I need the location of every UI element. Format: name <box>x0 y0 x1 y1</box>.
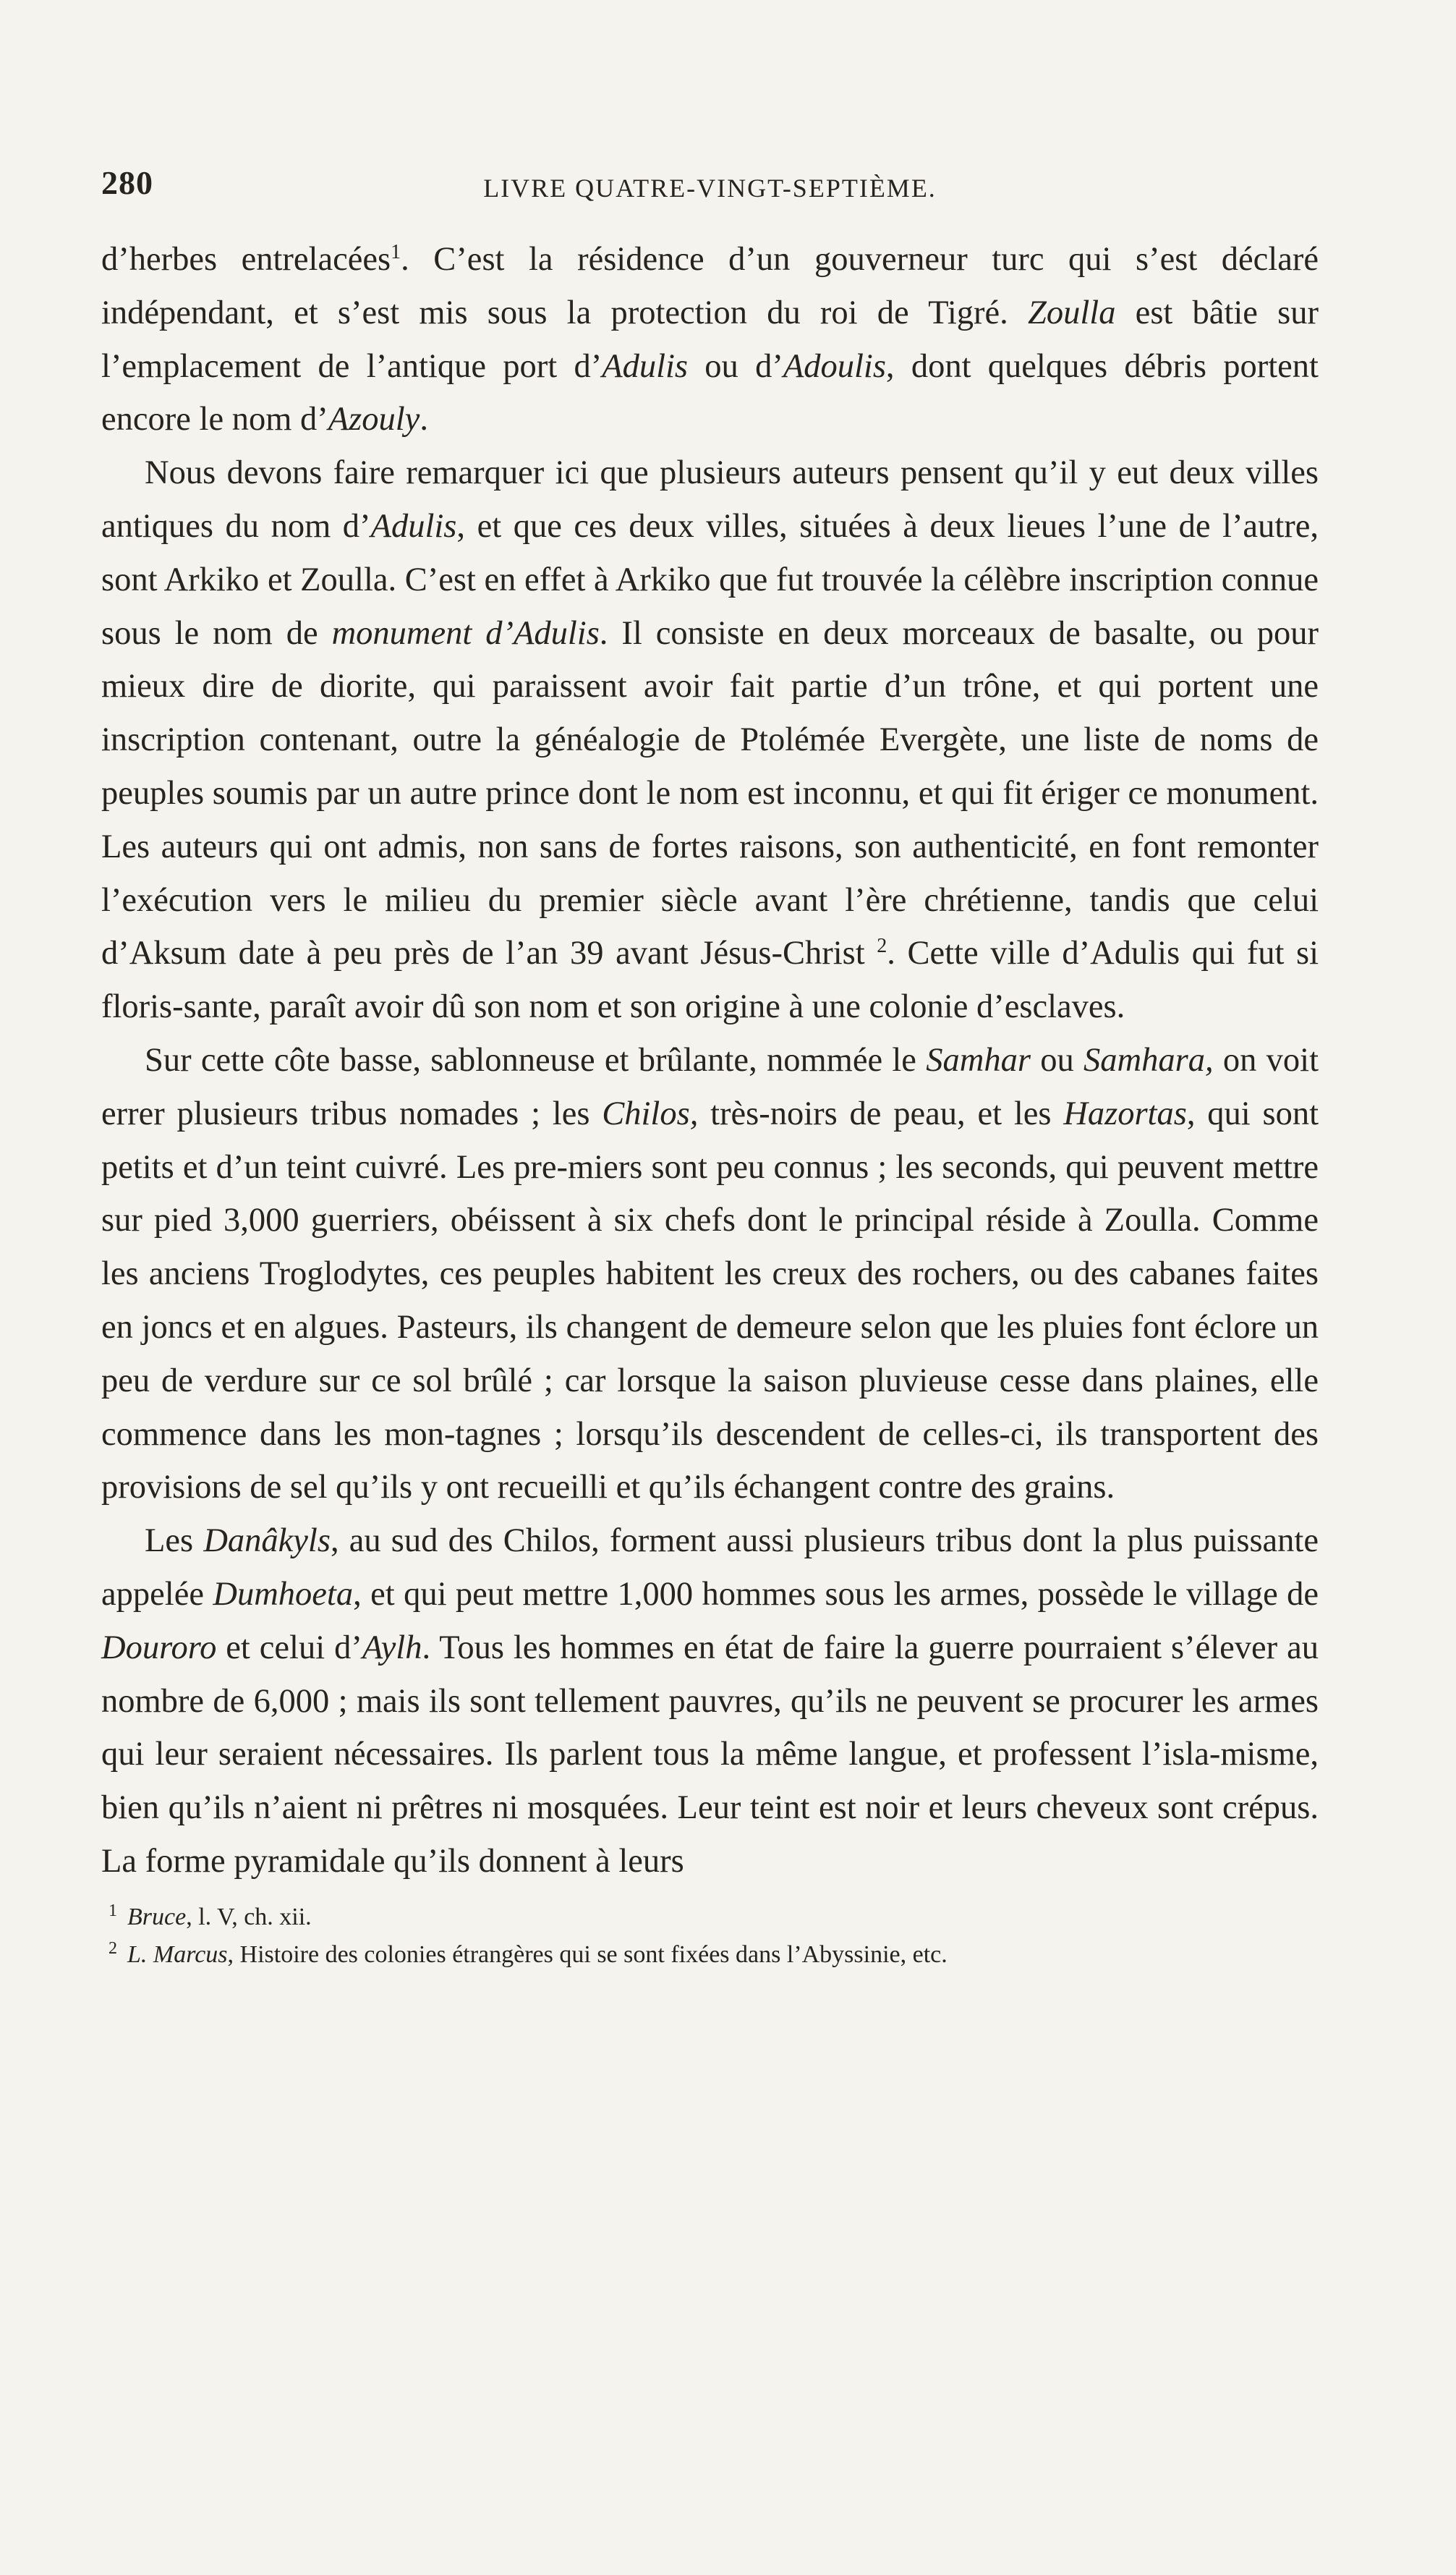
footnote-marker: 1 <box>391 241 401 263</box>
paragraph <box>101 233 1319 446</box>
text-run: ou <box>1030 1041 1084 1079</box>
text-run: ou d’ <box>688 347 783 385</box>
text-run: , l. V, ch. xii. <box>186 1903 312 1930</box>
text-run: , et que ces deux villes, situées à deux lieues l’une de l’autre, sont Arkiko et Zoulla. C’est en effet à Arkiko que fut trouvée la célèbre inscription connue sous le nom de <box>101 507 1319 652</box>
footnote-marker: 1 <box>108 1901 117 1920</box>
running-header <box>101 166 1319 226</box>
footnote <box>101 1899 1319 1936</box>
text-run: Les <box>145 1522 204 1560</box>
running-title: LIVRE QUATRE-VINGT-SEPTIÈME. <box>483 174 937 203</box>
text-run: , Histoire des colonies étrangères qui se sont fixées dans l’Abyssinie, etc. <box>227 1940 948 1968</box>
page-number: 280 <box>101 164 153 201</box>
text-run: Nous devons faire remarquer ici que plusieurs auteurs pensent qu’il y eut deux villes antiques du nom d’ <box>101 454 1319 545</box>
italic-text: Danâkyls <box>203 1522 331 1560</box>
text-run: très-noirs de peau, et les <box>698 1095 1064 1132</box>
italic-text: Aylh <box>362 1629 422 1666</box>
text-run: d’herbes entrelacées <box>101 241 391 278</box>
italic-text: Azouly <box>328 401 420 438</box>
text-run: . Cette ville d’Adulis qui fut si floris-sante, paraît avoir dû son nom et son origine à une colonie d’esclaves. <box>101 935 1319 1026</box>
text-run: Sur cette côte basse, sablonneuse et brûlante, nommée le <box>145 1041 927 1079</box>
italic-text: Douroro <box>101 1629 217 1666</box>
italic-text: monument d’Adulis <box>331 614 600 652</box>
paragraph <box>101 1034 1319 1514</box>
italic-text: L. Marcus <box>127 1940 228 1968</box>
paragraph <box>101 446 1319 1034</box>
text-run: , dont quelques débris portent encore le nom d’ <box>101 347 1319 438</box>
footnote-marker: 2 <box>877 935 887 958</box>
italic-text: Samhar <box>926 1041 1031 1079</box>
body-text <box>101 233 1319 1888</box>
footnote-marker: 2 <box>108 1938 117 1958</box>
italic-text: Chilos, <box>602 1095 699 1132</box>
text-run: . C’est la résidence d’un gouverneur turc qui s’est déclaré indépendant, et s’est mis sous la protection du roi de Tigré. <box>101 241 1319 331</box>
text-run: , qui sont petits et d’un teint cuivré. Les pre-miers sont peu connus ; les seconds, qui peuvent mettre sur pied 3,000 guerriers, obéissent à six chefs dont le principal réside à Zoulla. Comme les anciens Troglodytes, ces peuples habitent les creux des rochers, ou des cabanes faites en joncs et en algues. Pasteurs, ils changent de demeure selon que les pluies font éclore un peu de verdure sur ce sol brûlé ; car lorsque la saison pluvieuse cesse dans plaines, elle commence dans les mon-tagnes ; lorsqu’ils descendent de celles-ci, ils transportent des provisions de sel qu’ils y ont recueilli et qu’ils échangent contre des grains. <box>101 1095 1319 1506</box>
text-run: , au sud des Chilos, forment aussi plusieurs tribus dont la plus puissante appelée <box>101 1522 1319 1613</box>
paragraph <box>101 1514 1319 1888</box>
text-run: . <box>420 401 428 438</box>
italic-text: Bruce <box>127 1903 187 1930</box>
text-run: et celui d’ <box>216 1629 362 1666</box>
footnotes <box>101 1899 1319 1974</box>
italic-text: Adulis <box>602 347 689 385</box>
italic-text: Samhara, <box>1084 1041 1214 1079</box>
italic-text: Hazortas <box>1063 1095 1187 1132</box>
text-run: . Tous les hommes en état de faire la guerre pourraient s’élever au nombre de 6,000 ; mais ils sont tellement pauvres, qu’ils ne peuvent se procurer les armes qui leur seraient nécessaires. Ils parlent tous la même langue, et professent l’isla-misme, bien qu’ils n’aient ni prêtres ni mosquées. Leur teint est noir et leurs cheveux sont crépus. La forme pyramidale qu’ils donnent à leurs <box>101 1629 1319 1880</box>
text-run: . Il consiste en deux morceaux de basalte, ou pour mieux dire de diorite, qui paraissent avoir fait partie d’un trône, et qui portent une inscription contenant, outre la généalogie de Ptolémée Evergète, une liste de noms de peuples soumis par un autre prince dont le nom est inconnu, et qui fit ériger ce monument. Les auteurs qui ont admis, non sans de fortes raisons, son authenticité, en font remonter l’exécution vers le milieu du premier siècle avant l’ère chrétienne, tandis que celui d’Aksum date à peu près de l’an 39 avant Jésus-Christ <box>101 614 1319 972</box>
text-run: est bâtie sur l’emplacement de l’antique port d’ <box>101 294 1319 385</box>
italic-text: Adoulis <box>783 347 886 385</box>
italic-text: Zoulla <box>1028 294 1116 331</box>
italic-text: Dumhoeta <box>213 1575 354 1613</box>
italic-text: Adulis <box>370 507 457 545</box>
text-run: , et qui peut mettre 1,000 hommes sous les armes, possède le village de <box>353 1575 1319 1613</box>
footnote <box>101 1936 1319 1974</box>
text-run: on voit errer plusieurs tribus nomades ; les <box>101 1041 1319 1132</box>
